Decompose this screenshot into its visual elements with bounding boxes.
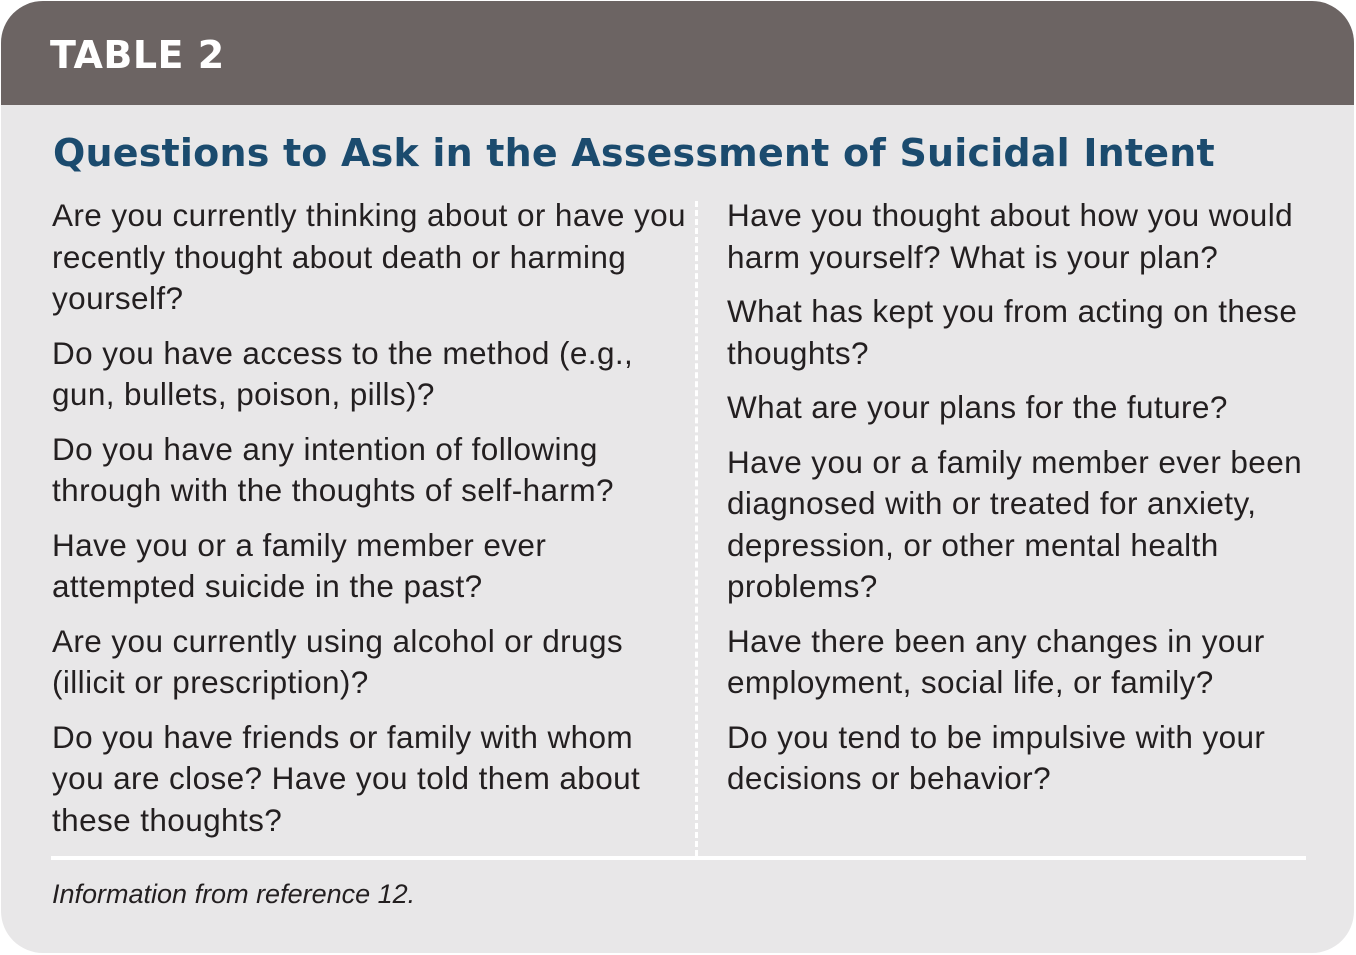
table-title: Questions to Ask in the Assessment of Suicidal Intent	[53, 131, 1215, 175]
question-item: Have you or a family member ever been diagnosed with or treated for anxiety, depression, or other mental health problems?	[727, 443, 1303, 604]
question-item: Have you or a family member ever attempted suicide in the past?	[52, 526, 547, 604]
question-item: Do you have any intention of following through with the thoughts of self-harm?	[52, 430, 614, 508]
footnote: Information from reference 12.	[52, 879, 416, 909]
table-card	[1, 1, 1354, 953]
table-header-bar	[1, 1, 1354, 105]
question-item: Do you tend to be impulsive with your decisions or behavior?	[727, 718, 1266, 796]
question-item: Do you have friends or family with whom you are close? Have you told them about these thoughts?	[52, 718, 641, 838]
question-item: Do you have access to the method (e.g., gun, bullets, poison, pills)?	[52, 334, 634, 412]
right-question-column	[727, 195, 1327, 813]
question-item: What are your plans for the future?	[727, 389, 1228, 425]
question-item: Have you thought about how you would harm yourself? What is your plan?	[727, 197, 1294, 275]
question-columns	[1, 195, 1354, 855]
column-divider	[695, 201, 698, 856]
left-question-column	[52, 195, 692, 854]
question-item: What has kept you from acting on these thoughts?	[727, 293, 1298, 371]
question-item: Are you currently thinking about or have you recently thought about death or harming yourself?	[52, 197, 686, 316]
question-item: Have there been any changes in your employment, social life, or family?	[727, 622, 1265, 700]
question-item: Are you currently using alcohol or drugs (illicit or prescription)?	[52, 622, 624, 700]
footnote-rule	[51, 856, 1306, 860]
table-label: TABLE 2	[50, 33, 225, 77]
